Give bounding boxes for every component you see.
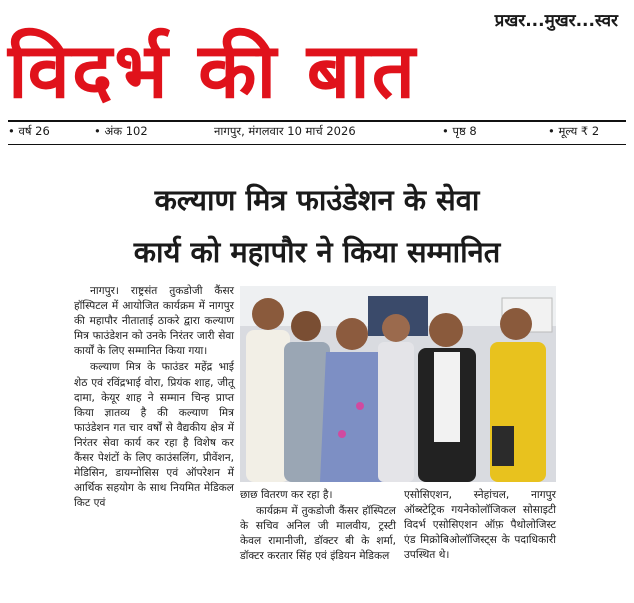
masthead-tagline: प्रखर...मुखर...स्वर (494, 11, 618, 31)
article-column-right (404, 488, 556, 598)
article-paragraph: कल्याण मित्र के फाउंडर महेंद्र भाई शेठ एवं रविंद्रभाई वोरा, प्रियंक शाह, जीतू दामा, केयूर शाह ने सम्मान चिन्ह प्राप्त किया ज्ञातव्य है की कल्याण मित्र फाउंडेशन गत चार वर्षों से वैद्यकीय क्षेत्र में निरंतर सेवा कार्य कर रहा है विशेष कर कैंसर पेशंटों के लिए काउंसलिंग, प्रीवेंशन, मेडिसिन, डायग्नोसिस एवं ऑपरेशन में आर्थिक सहयोग के साथ नियमित मेडिकल किट एवं (74, 361, 234, 510)
headline-line-1: कल्याण मित्र फाउंडेशन के सेवा (154, 183, 480, 217)
photo-group-of-people (240, 286, 556, 482)
headline-line-2: कार्य को महापौर ने किया सम्मानित (133, 235, 501, 269)
article-paragraph: छाछ वितरण कर रहा है। (240, 489, 333, 501)
issue-label: • अंक 102 (94, 124, 148, 138)
article-photo (240, 286, 556, 482)
article-paragraph: कार्यक्रम में तुकडोजी कैंसर हॉस्पिटल के सचिव अनिल जी मालवीय, ट्रस्टी केवल रामानीजी, डॉक्टर बी के शर्मा, डॉक्टर करतार सिंह एवं इंडियन मेडिकल (240, 505, 396, 563)
info-bar (8, 124, 626, 142)
dateline: नागपुर, मंगलवार 10 मार्च 2026 (214, 124, 356, 138)
article-paragraph: नागपुर। राष्ट्रसंत तुकडोजी कैंसर हॉस्पिटल में आयोजित कार्यक्रम में नागपुर की महापौर नीताताई ठाकरे द्वारा कल्याण मित्र फाउंडेशन को उनके निरंतर जारी सेवा कार्यों के लिए सम्मानित किया गया। (74, 285, 234, 358)
article-column-middle (240, 488, 396, 598)
price-label: • मूल्य ₹ 2 (548, 124, 600, 138)
bottom-rule (8, 144, 626, 145)
year-label: • वर्ष 26 (8, 124, 50, 138)
masthead-title: विदर्भ की बात (8, 26, 418, 115)
top-rule (8, 120, 626, 122)
page-label: • पृष्ठ 8 (442, 124, 477, 138)
article-column-left (74, 284, 234, 596)
article-paragraph: एसोसिएशन, स्नेहांचल, नागपुर ऑब्स्टेट्रिक गयनेकोलॉजिकल सोसाइटी विदर्भ एसोसिएशन ऑफ़ पैथोलोजिस्ट एंड मिक्रोबिओलॉजिस्ट्स के पदाधिकारी उपस्थित थे। (404, 489, 556, 562)
masthead (8, 6, 626, 118)
